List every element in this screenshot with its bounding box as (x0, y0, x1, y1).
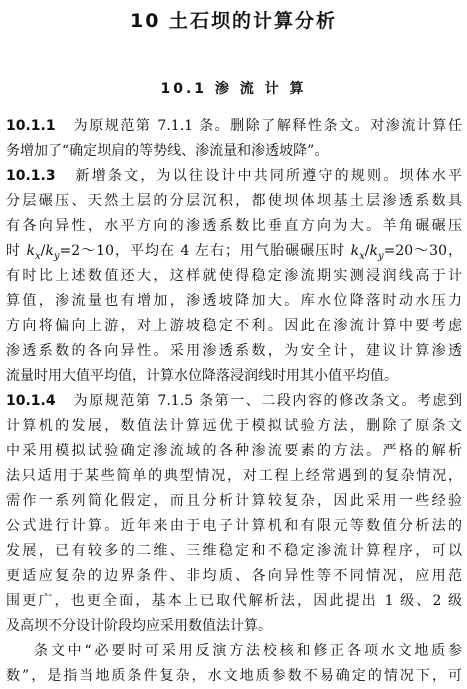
clause-text-line: 分层碾压、天然土层的分层沉积，都使坝体坝基土层渗透系数具 (6, 193, 462, 209)
clause-number: 10.1.1 (6, 118, 56, 134)
clause-text-line: 围更广，也更全面，基本上已取代解析法，因此提出 1 级、2 级 (6, 593, 462, 609)
clause-text-line: 需作一系列简化假定，而且分析计算较复杂，因此采用一些经验 (6, 493, 462, 509)
formula-sub-x: x (34, 250, 41, 262)
clause-text-line: 方向将偏向上游，对上游坡稳定不利。因此在渗流计算中要考虑 (6, 318, 462, 334)
clause-text-line: 渗透系数的各向异性。采用渗透系数，为安全计，建议计算渗透 (6, 343, 462, 359)
clause-text-line: 公式进行计算。近年来由于电子计算机和有限元等数值分析法的 (6, 518, 462, 534)
formula-slash: / (40, 243, 46, 259)
section-title: 10.1 渗 流 计 算 (160, 81, 307, 97)
formula-sub-y: y (377, 250, 384, 262)
formula-prefix: 时 (6, 243, 27, 259)
paragraph-line: 条文中“必要时可采用反演方法校核和修正各项水文地质参 (34, 643, 462, 659)
formula-k: k (45, 243, 54, 259)
formula-k: k (369, 243, 378, 259)
clause-text: 为原规范第 7.1.1 条。删除了解释性条文。对渗流计算任 (73, 118, 462, 134)
clause-number: 10.1.3 (6, 168, 56, 184)
clause-text-line: 中采用模拟试验确定渗流域的各种渗流要素的方法。严格的解析 (6, 443, 462, 459)
clause-text-line: 有各向异性，水平方向的渗透系数比垂直方向为大。羊角碾碾压 (6, 218, 462, 234)
chapter-title: 10 土石坝的计算分析 (129, 10, 338, 32)
clause-10-1-1-line-1 (6, 114, 462, 139)
clause-text-line: 及高坝不分设计阶段均应采用数值法计算。 (6, 618, 272, 634)
clause-text-line: 计算机的发展，数值法计算远优于模拟试验方法，删除了原条文 (6, 418, 462, 434)
formula-ratio: =20～30 (383, 243, 447, 259)
formula-mid-text: ，平均在 4 左右；用气胎碾碾压时 (113, 243, 351, 259)
formula-sub-y: y (53, 250, 60, 262)
clause-text-line: 更适应复杂的边界条件、非均质、各向异性等不同情况，应用范 (6, 568, 462, 584)
clause-number: 10.1.4 (6, 393, 56, 409)
formula-k: k (350, 243, 360, 259)
formula-sub-x: x (359, 250, 365, 262)
formula-k: k (26, 243, 35, 259)
clause-text-line: 务增加了“确定坝肩的等势线、渗流量和渗透坡降”。 (6, 143, 329, 159)
clause-formula-line (6, 239, 462, 264)
formula-suffix: ， (447, 243, 462, 259)
clause-text: 新增条文，为以往设计中共同所遵守的规则。坝体水平 (75, 168, 462, 184)
clause-text-line: 流量时用大值平均值，计算水位降落浸润线时用其小值平均值。 (6, 368, 398, 384)
clause-text-line: 发展，已有较多的二维、三维稳定和不稳定渗流计算程序，可以 (6, 543, 462, 559)
clause-text-line: 算值，渗流量也有增加，渗透坡降加大。库水位降落时动水压力 (6, 293, 462, 309)
clause-10-1-4-line-1 (6, 389, 462, 414)
paragraph-line: 数”，是指当地质条件复杂，水文地质参数不易确定的情况下，可 (6, 668, 462, 684)
formula-slash: / (364, 243, 370, 259)
clause-text-line: 有时比上述数值还大，这样就使得稳定渗流期实测浸润线高于计 (6, 268, 462, 284)
clause-10-1-3-line-1 (6, 164, 462, 189)
clause-text-line: 法只适用于某些简单的典型情况，对工程上经常遇到的复杂情况， (6, 468, 462, 484)
document-body (6, 114, 462, 689)
clause-text: 为原规范第 7.1.5 条第一、二段内容的修改条文。考虑到 (73, 393, 462, 409)
formula-ratio: =2～10 (59, 243, 114, 259)
